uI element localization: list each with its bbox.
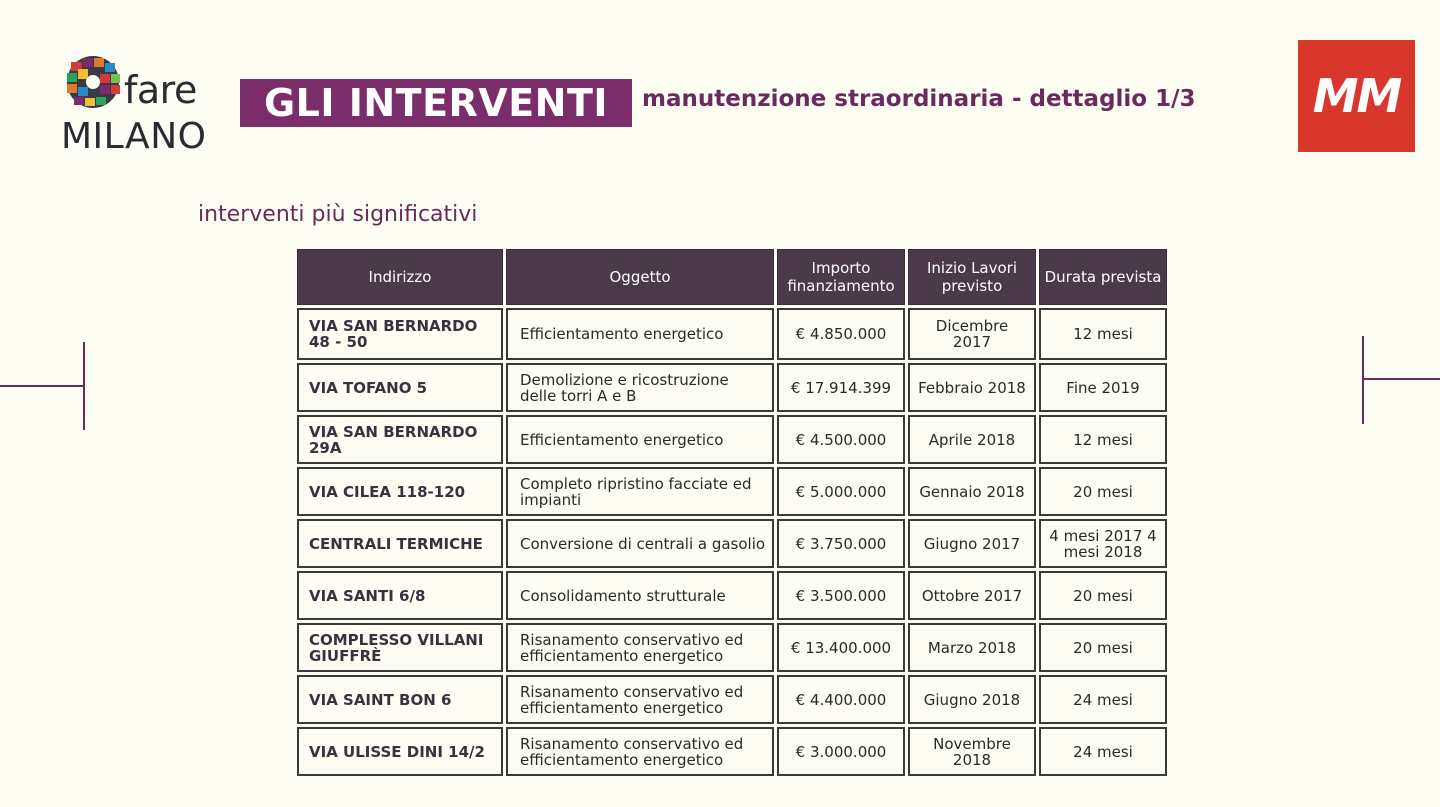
mm-logo: MM — [1298, 40, 1415, 152]
table-row — [297, 308, 1167, 360]
cell-inizio: Dicembre 2017 — [908, 308, 1036, 360]
col-importo: Importo finanziamento — [777, 249, 905, 305]
cell-inizio: Aprile 2018 — [908, 415, 1036, 464]
col-inizio: Inizio Lavori previsto — [908, 249, 1036, 305]
cell-indirizzo: COMPLESSO VILLANI GIUFFRÈ — [297, 623, 503, 672]
cell-oggetto: Risanamento conservativo ed efficientamento energetico — [506, 675, 774, 724]
right-mark-vertical — [1362, 336, 1364, 424]
cell-durata: 12 mesi — [1039, 415, 1167, 464]
cell-durata: 20 mesi — [1039, 623, 1167, 672]
cell-durata: 24 mesi — [1039, 727, 1167, 776]
cell-importo: € 5.000.000 — [777, 467, 905, 516]
table-row — [297, 363, 1167, 412]
cell-inizio: Febbraio 2018 — [908, 363, 1036, 412]
cell-oggetto: Efficientamento energetico — [506, 415, 774, 464]
right-mark-horizontal — [1364, 378, 1440, 380]
cell-inizio: Marzo 2018 — [908, 623, 1036, 672]
cell-indirizzo: VIA SAN BERNARDO 48 - 50 — [297, 308, 503, 360]
cell-importo: € 3.000.000 — [777, 727, 905, 776]
table-row — [297, 675, 1167, 724]
table-row — [297, 467, 1167, 516]
cell-importo: € 3.500.000 — [777, 571, 905, 620]
table-header-row — [297, 249, 1167, 305]
logo-text-fare: fare — [124, 68, 197, 112]
page-subtitle: manutenzione straordinaria - dettaglio 1/3 — [642, 86, 1196, 112]
cell-durata: 4 mesi 2017 4 mesi 2018 — [1039, 519, 1167, 568]
left-mark-horizontal — [0, 385, 84, 387]
cell-oggetto: Conversione di centrali a gasolio — [506, 519, 774, 568]
cell-indirizzo: VIA TOFANO 5 — [297, 363, 503, 412]
cell-inizio: Gennaio 2018 — [908, 467, 1036, 516]
left-mark-vertical — [83, 342, 85, 430]
cell-indirizzo: VIA SANTI 6/8 — [297, 571, 503, 620]
mosaic-logo-icon — [62, 54, 124, 110]
logo-text-milano: MILANO — [61, 116, 207, 157]
interventi-table — [294, 246, 1170, 779]
table-row — [297, 519, 1167, 568]
cell-oggetto: Risanamento conservativo ed efficientamento energetico — [506, 727, 774, 776]
cell-durata: Fine 2019 — [1039, 363, 1167, 412]
cell-oggetto: Completo ripristino facciate ed impianti — [506, 467, 774, 516]
fare-milano-logo — [60, 52, 210, 162]
col-indirizzo: Indirizzo — [297, 249, 503, 305]
col-durata: Durata prevista — [1039, 249, 1167, 305]
cell-inizio: Ottobre 2017 — [908, 571, 1036, 620]
cell-oggetto: Demolizione e ricostruzione delle torri A e B — [506, 363, 774, 412]
cell-importo: € 3.750.000 — [777, 519, 905, 568]
cell-indirizzo: CENTRALI TERMICHE — [297, 519, 503, 568]
cell-importo: € 4.400.000 — [777, 675, 905, 724]
cell-oggetto: Efficientamento energetico — [506, 308, 774, 360]
section-heading: interventi più significativi — [198, 202, 478, 227]
cell-durata: 20 mesi — [1039, 571, 1167, 620]
cell-importo: € 4.500.000 — [777, 415, 905, 464]
page-title: GLI INTERVENTI — [240, 79, 632, 127]
cell-indirizzo: VIA SAN BERNARDO 29A — [297, 415, 503, 464]
cell-inizio: Giugno 2017 — [908, 519, 1036, 568]
cell-inizio: Novembre 2018 — [908, 727, 1036, 776]
cell-indirizzo: VIA SAINT BON 6 — [297, 675, 503, 724]
cell-oggetto: Risanamento conservativo ed efficientamento energetico — [506, 623, 774, 672]
table-row — [297, 623, 1167, 672]
cell-durata: 12 mesi — [1039, 308, 1167, 360]
table-row — [297, 415, 1167, 464]
cell-oggetto: Consolidamento strutturale — [506, 571, 774, 620]
cell-indirizzo: VIA ULISSE DINI 14/2 — [297, 727, 503, 776]
cell-durata: 20 mesi — [1039, 467, 1167, 516]
cell-importo: € 17.914.399 — [777, 363, 905, 412]
cell-durata: 24 mesi — [1039, 675, 1167, 724]
cell-importo: € 13.400.000 — [777, 623, 905, 672]
cell-inizio: Giugno 2018 — [908, 675, 1036, 724]
cell-indirizzo: VIA CILEA 118-120 — [297, 467, 503, 516]
table-row — [297, 727, 1167, 776]
cell-importo: € 4.850.000 — [777, 308, 905, 360]
table-row — [297, 571, 1167, 620]
col-oggetto: Oggetto — [506, 249, 774, 305]
